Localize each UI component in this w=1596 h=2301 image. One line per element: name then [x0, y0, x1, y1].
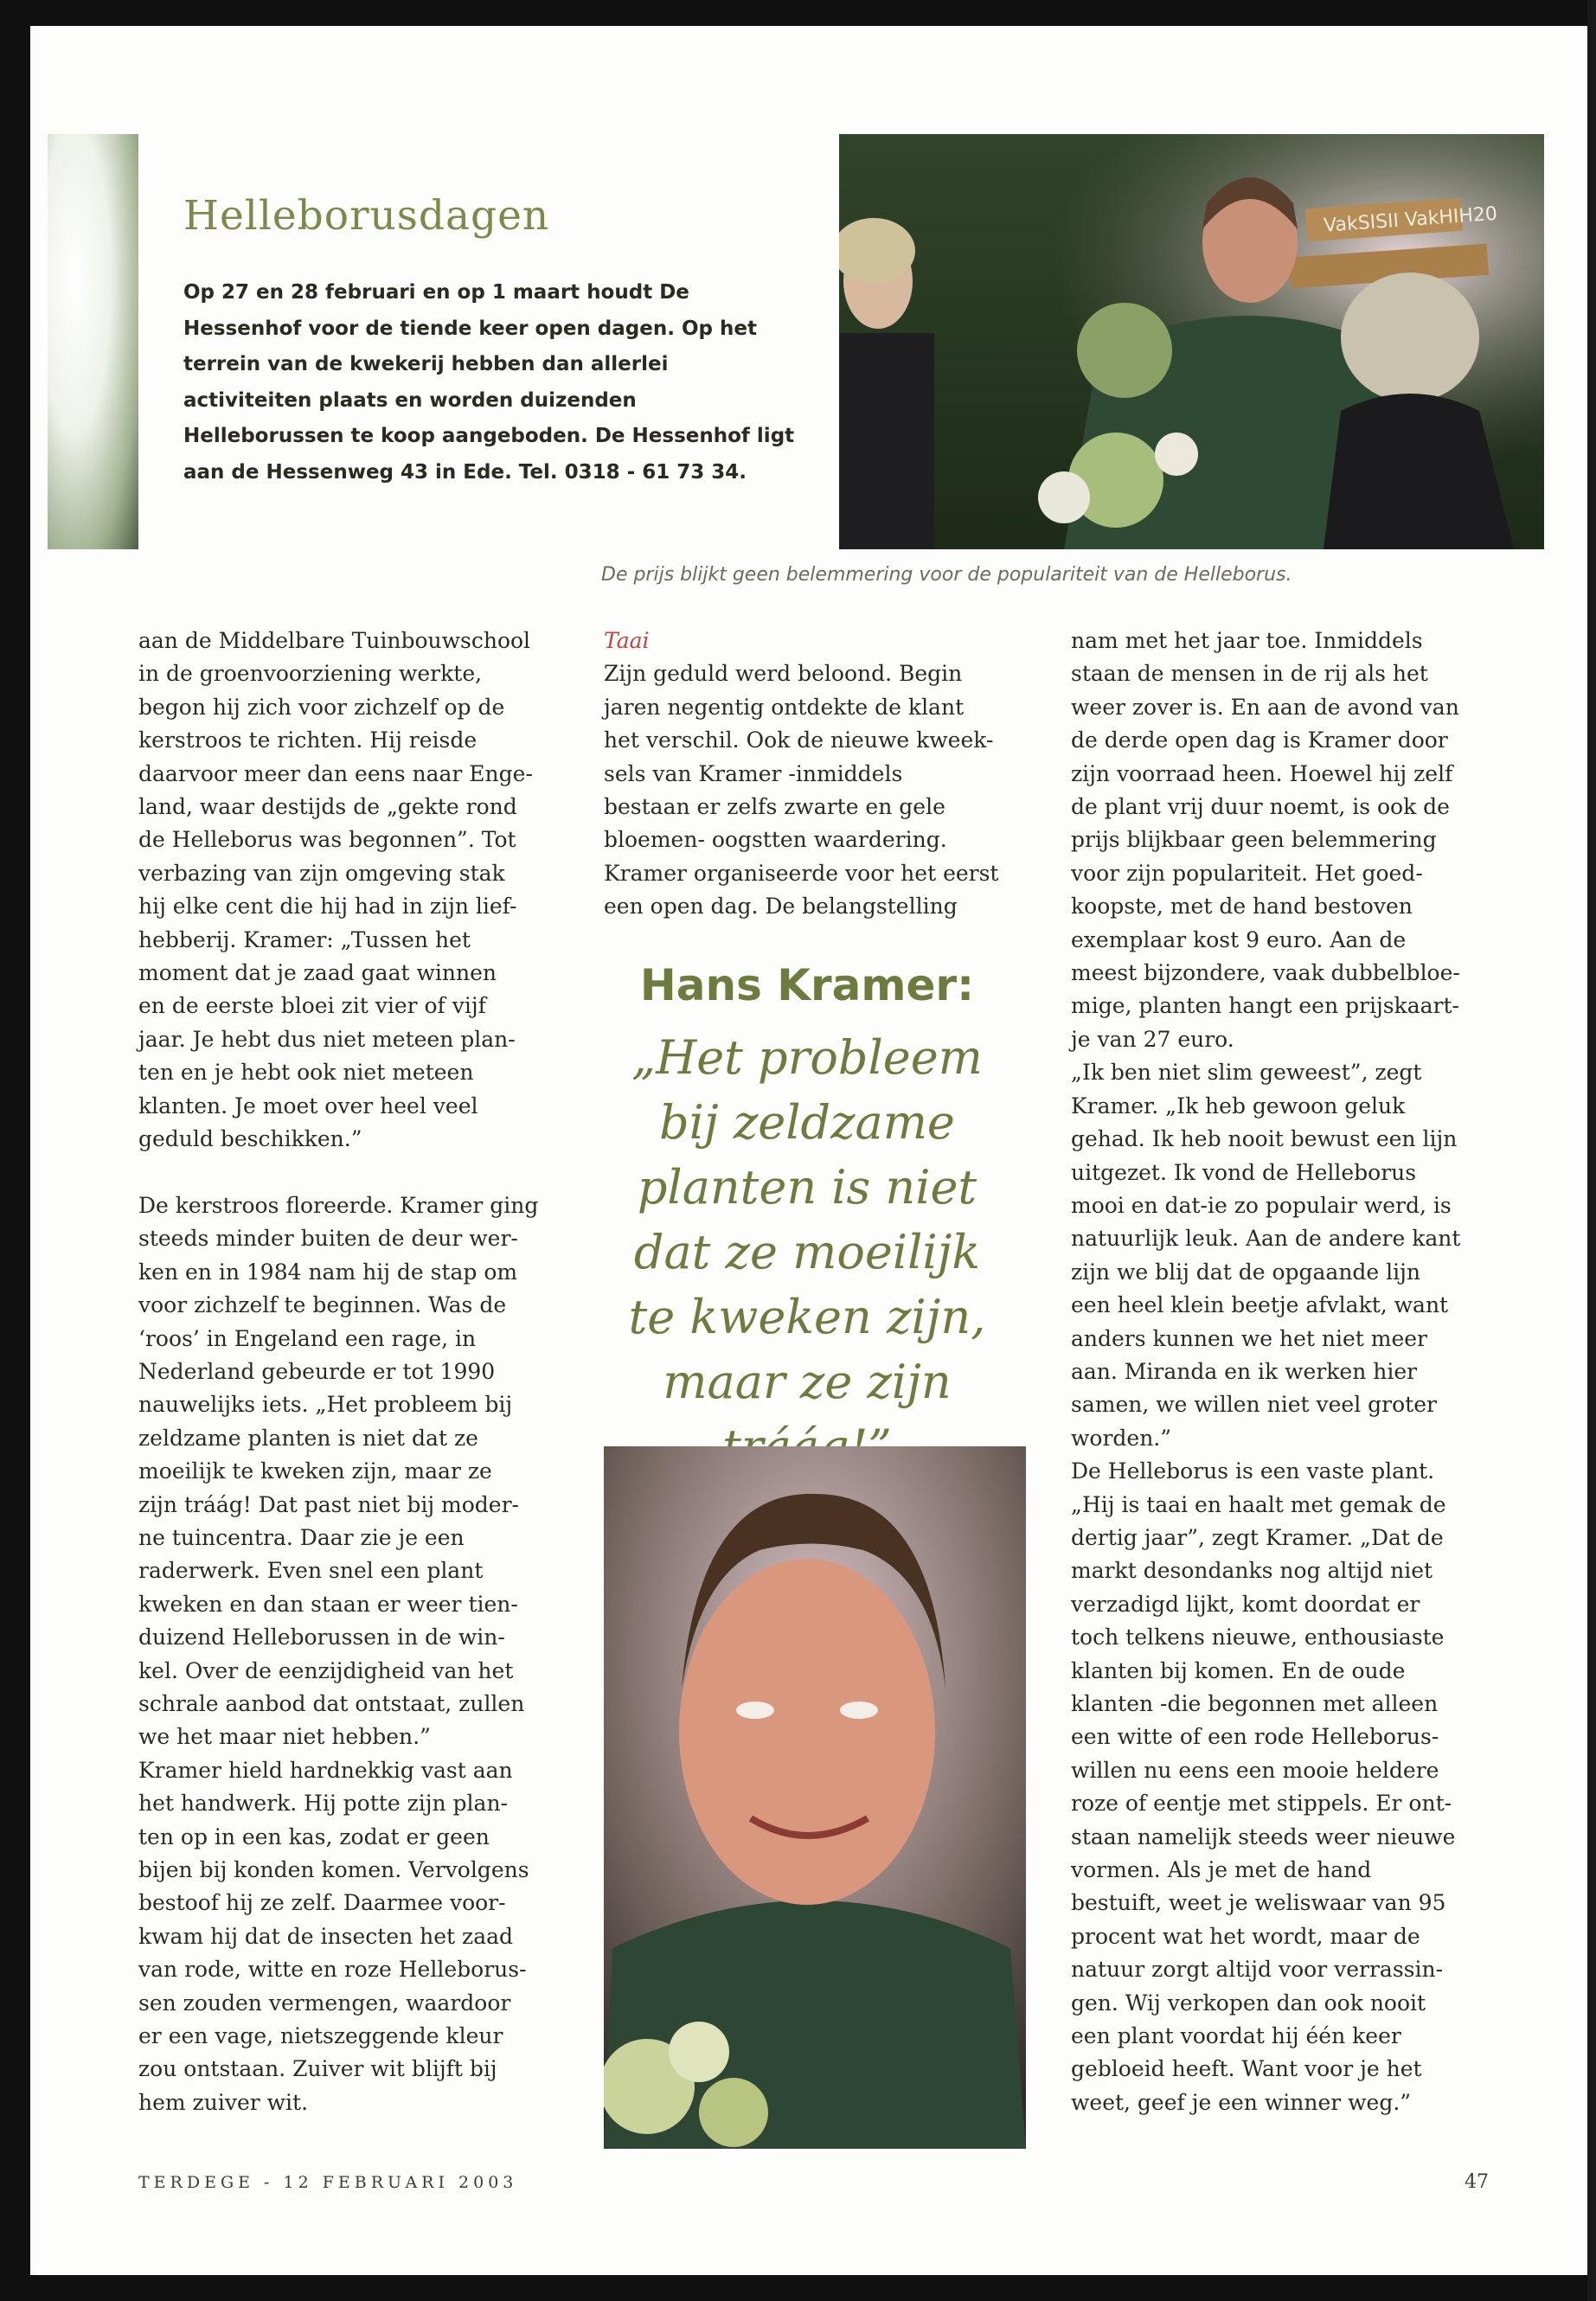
- right-eye: [840, 1702, 878, 1719]
- face: [679, 1559, 935, 1905]
- column-2: [604, 625, 1010, 924]
- sign-text: VakSISII VakHIH20: [1323, 202, 1498, 237]
- portrait-photo: [604, 1446, 1026, 2149]
- column-3-text: nam met het jaar toe. Inmiddels staan de mensen in de rij als het weer zover is. En aan de avond van de derde open dag is Kramer door zijn voorraad heen. Hoewel hij zelf de plant vrij duur noemt, is ook de prijs blijkbaar geen belemmering voor zijn populariteit. Het goed- koopste, met de hand bestoven exemplaar kost 9 euro. Aan de meest bijzondere, vaak dubbelbloe- mige, planten hangt een prijskaart- je van 27 euro. „Ik ben niet slim geweest”, zegt Kramer. „Ik heb gewoon geluk gehad. Ik heb nooit bewust een lijn uitgezet. Ik vond de Helleborus mooi en dat-ie zo populair werd, is natuurlijk leuk. Aan de andere kant zijn we blij dat de opgaande lijn een heel klein beetje afvlakt, want anders kunnen we het niet meer aan. Miranda en ik werken hier samen, we willen niet veel groter worden.” De Helleborus is een vaste plant. „Hij is taai en haalt met gemak de dertig jaar”, zegt Kramer. „Dat de markt desondanks nog altijd niet verzadigd lijkt, komt doordat er toch telkens nieuwe, enthousiaste klanten bij komen. En de oude klanten -die begonnen met alleen een witte of een rode Helleborus- willen nu eens een mooie heldere roze of eentje met stippels. Er ont- staan namelijk steeds weer nieuwe vormen. Als je met de hand bestuift, weet je weliswaar van 95 procent wat het wordt, maar de natuur zorgt altijd voor verrassin- gen. Wij verkopen dan ook nooit een plant voordat hij één keer gebloeid heeft. Want voor je het weet, geef je een winner weg.”: [1071, 628, 1461, 2115]
- box-text: Op 27 en 28 februari en op 1 maart houdt De Hessenhof voor de tiende keer open dagen. Op het terrein van de kwekerij hebben dan allerlei activiteiten plaats en worden duizenden Helleborussen te koop aangeboden. De Hessenhof ligt aan de Hessenweg 43 in Ede. Tel. 0318 - 61 73 34.: [183, 281, 795, 484]
- photo-scene: [839, 134, 1544, 549]
- page-number: 47: [1465, 2171, 1489, 2193]
- pull-quote-text: „Het probleem bij zeldzame planten is niet dat ze moeilijk te kweken zijn, maar ze zijn: [628, 1030, 986, 1409]
- column-1-text: aan de Middelbare Tuinbouwschool in de groenvoorziening werkte, begon hij zich voor zichzelf op de kerstroos te richten. Hij reisde daarvoor meer dan eens naar Enge- land, waar destijds de „gekte rond de Helleborus was begonnen”. Tot verbazing van zijn omgeving stak hij elke cent die hij had in zijn lief- hebberij. Kramer: „Tussen het moment dat je zaad gaat winnen en de eerste bloei zit vier of vijf jaar. Je hebt dus niet meteen plan- ten en je hebt ook niet meteen klanten. Je moet over heel veel geduld beschikken.” De kerstroos floreerde. Kramer ging steeds minder buiten de deur wer- ken en in 1984 nam hij de stap om voor zichzelf te beginnen. Was de ‘roos’ in Engeland een rage, in Nederland gebeurde er tot 1990 nauwelijks iets. „Het probleem bij zeldzame planten is niet dat ze moeilijk te kweken zijn, maar ze zijn tráág! Dat past niet bij moder- ne tuincentra. Daar zie je een raderwerk. Even snel een plant kweken en dan staan er weer tien- duizend Helleborussen in de win- kel. Over de eenzijdigheid van het schrale aanbod dat ontstaat, zullen we het maar niet hebben.” Kramer hield hardnekkig vast aan het handwerk. Hij potte zijn plan- ten op in een kas, zodat er geen bijen bij konden komen. Vervolgens bestoof hij ze zelf. Daarmee voor- kwam hij dat de insecten het zaad van rode, witte en roze Helleborus- sen zouden vermengen, waardoor er een vage, nietszeggende kleur zou ontstaan. Zuiver wit blijft bij hem zuiver wit.: [138, 628, 539, 2115]
- pull-quote-name: Hans Kramer:: [639, 960, 975, 1010]
- left-eye: [736, 1702, 774, 1719]
- box-title: Helleborusdagen: [183, 192, 550, 240]
- photo-caption: De prijs blijkt geen belemmering voor de populariteit van de Helleborus.: [601, 564, 1292, 586]
- column-2-text: Zijn geduld werd beloond. Begin jaren negentig ontdekte de klant het verschil. Ook de nieuwe kweek- sels van Kramer -inmiddels bestaan er zelfs zwarte en gele bloemen- oogstten waardering. Kramer organiseerde voor het eerst een open dag. De belangstelling: [604, 661, 999, 920]
- portrait-scene: [604, 1446, 1026, 2149]
- subheading-taai: Taai: [604, 628, 650, 653]
- footer-publication: TERDEGE - 12 FEBRUARI 2003: [138, 2173, 518, 2192]
- top-photo: [839, 134, 1544, 549]
- hellebore-flower-photo: [48, 134, 138, 549]
- scan-edge: [1587, 0, 1596, 2301]
